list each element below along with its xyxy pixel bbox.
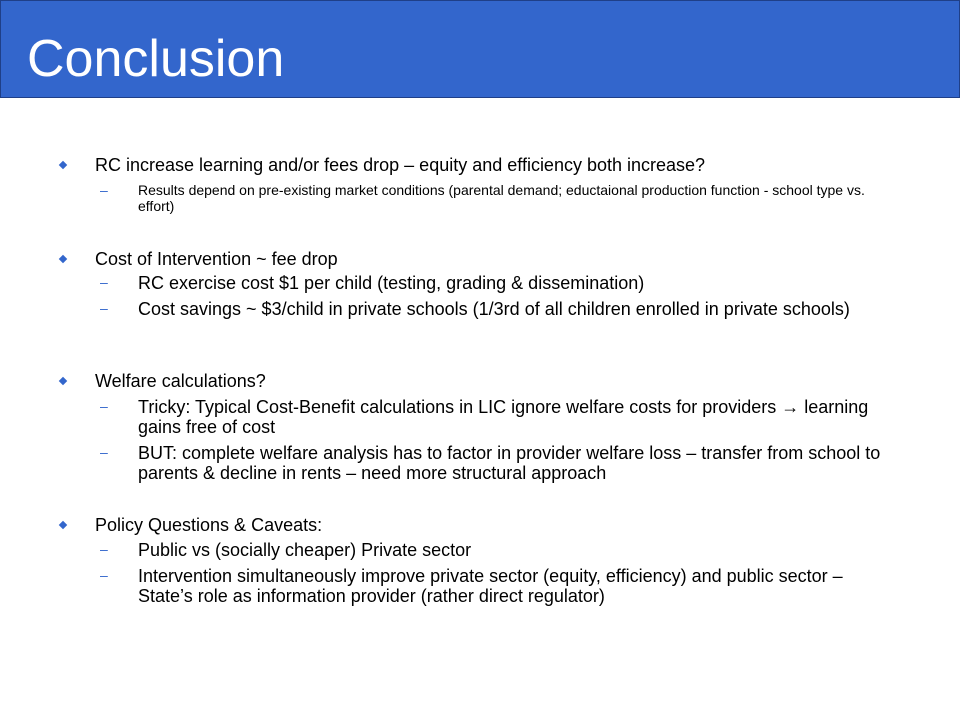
sub-bullet-text: Intervention simultaneously improve private sector (equity, efficiency) and public sector – State’s role as information provider (rather direct regulator) <box>138 566 843 606</box>
sub-bullet-market-conditions <box>100 182 900 216</box>
dash-bullet-icon: – <box>100 398 108 414</box>
diamond-bullet-icon <box>59 161 67 169</box>
bullet-equity-efficiency <box>60 155 920 175</box>
dash-bullet-icon: – <box>100 182 108 198</box>
bullet-text: RC increase learning and/or fees drop – equity and efficiency both increase? <box>95 155 706 175</box>
sub-bullet-text: BUT: complete welfare analysis has to factor in provider welfare loss – transfer from school to parents & decline in rents – need more structural approach <box>138 443 881 483</box>
bullet-text: Cost of Intervention ~ fee drop <box>95 249 338 269</box>
sub-bullet-complete-welfare <box>100 443 900 483</box>
sub-bullet-rc-exercise-cost <box>100 273 900 293</box>
sub-bullet-text: Tricky: Typical Cost-Benefit calculations in LIC ignore welfare costs for providers → learning gains free of cost <box>138 397 869 437</box>
slide-title: Conclusion <box>27 30 285 88</box>
sub-bullet-cost-savings <box>100 299 900 339</box>
dash-bullet-icon: – <box>100 541 108 557</box>
sub-bullet-text: Cost savings ~ $3/child in private schools (1/3rd of all children enrolled in private schools) <box>138 299 850 319</box>
sub-bullet-text: Results depend on pre-existing market conditions (parental demand; eductaional production function - school type vs. effort) <box>138 182 865 214</box>
sub-bullet-intervention <box>100 566 900 606</box>
bullet-text: Welfare calculations? <box>95 371 266 391</box>
dash-bullet-icon: – <box>100 444 108 460</box>
bullet-welfare-calculations <box>60 371 920 391</box>
bullet-text: Policy Questions & Caveats: <box>95 515 323 535</box>
sub-bullet-text: Public vs (socially cheaper) Private sector <box>138 540 472 560</box>
dash-bullet-icon: – <box>100 274 108 290</box>
diamond-bullet-icon <box>59 377 67 385</box>
dash-bullet-icon: – <box>100 300 108 316</box>
sub-bullet-text: RC exercise cost $1 per child (testing, grading & dissemination) <box>138 273 645 293</box>
sub-bullet-public-vs-private <box>100 540 900 560</box>
sub-bullet-tricky <box>100 397 900 437</box>
bullet-cost-of-intervention <box>60 249 920 269</box>
diamond-bullet-icon <box>59 521 67 529</box>
dash-bullet-icon: – <box>100 567 108 583</box>
diamond-bullet-icon <box>59 255 67 263</box>
bullet-policy-questions <box>60 515 920 535</box>
